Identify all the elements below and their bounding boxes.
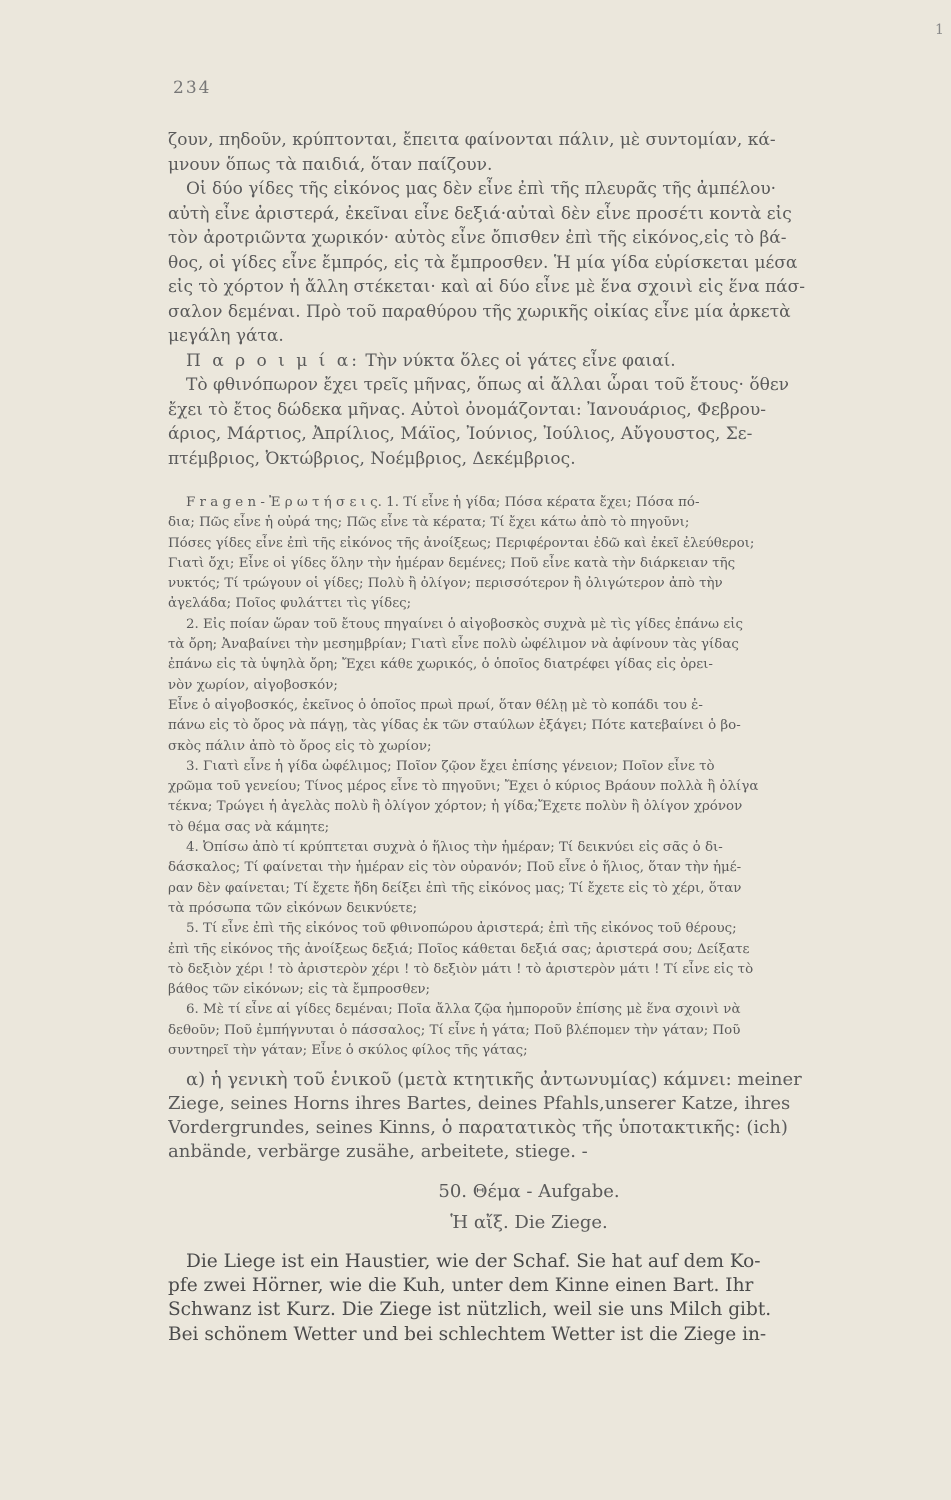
proverb-text: Τὴν νύκτα ὅλες οἱ γάτες εἶνε φαιαί. (365, 350, 676, 371)
text-line: βάθος τῶν εἰκόνων; εἰς τὰ ἔμπροσθεν; (168, 982, 431, 998)
text-line: σκὸς πάλιν ἀπὸ τὸ ὄρος εἰς τὸ χωρίον; (168, 738, 432, 754)
german-paragraph (168, 1250, 890, 1347)
text-line: χρῶμα τοῦ γενείου; Τίνος μέρος εἶνε τὸ πηγοῦνι; Ἔχει ὁ κύριος Βράουν πολλὰ ἢ ὀλίγα (168, 779, 759, 795)
text-line: νυκτός; Τί τρώγουν οἱ γίδες; Πολὺ ἢ ὀλίγον; περισσότερον ἢ ὀλιγώτερον ἀπὸ τὴν (168, 576, 723, 592)
text-line: θος, οἱ γίδες εἶνε ἔμπρός, εἰς τὰ ἔμπροσθεν. Ἡ μία γίδα εὑρίσκεται μέσα (168, 252, 798, 273)
text-line: δεθοῦν; Ποῦ ἐμπήγνυται ὁ πάσσαλος; Τί εἶνε ἡ γάτα; Ποῦ βλέπομεν τὴν γάταν; Ποῦ (168, 1022, 741, 1038)
text-line: δια; Πῶς εἶνε ἡ οὐρά της; Πῶς εἶνε τὰ κέρατα; Τί ἔχει κάτω ἀπὸ τὸ πηγοῦνι; (168, 515, 690, 531)
text-line: συντηρεῖ τὴν γάταν; Εἶνε ὁ σκύλος φίλος τῆς γάτας; (168, 1043, 528, 1059)
text-line: ἀγελάδα; Ποῖος φυλάττει τὶς γίδες; (168, 596, 412, 612)
text-line: ἐπὶ τῆς εἰκόνος τῆς ἀνοίξεως δεξιά; Ποῖος κάθεται δεξιά σας; ἀριστερά σου; Δείξατε (168, 941, 750, 957)
text-line: 3. Γιατὶ εἶνε ἡ γίδα ὠφέλιμος; Ποῖον ζῷον ἔχει ἐπίσης γένειον; Ποῖον εἶνε τὸ (186, 758, 715, 774)
text-line: πτέμβριος, Ὀκτώβριος, Νοέμβριος, Δεκέμβριος. (168, 448, 576, 469)
text-line: μνουν ὅπως τὰ παιδιά, ὅταν παίζουν. (168, 154, 493, 175)
text-line: τὸν ἀροτριῶντα χωρικόν· αὐτὸς εἶνε ὄπισθεν ἐπὶ τῆς εἰκόνος,εἰς τὸ βά- (168, 228, 787, 248)
text-line: Οἱ δύο γίδες τῆς εἰκόνος μας δὲν εἶνε ἐπὶ τῆς πλευρᾶς τῆς ἀμπέλου· (186, 179, 777, 199)
text-line: Ziege, seines Horns ihres Bartes, deines Pfahls,unserer Katze, ihres (168, 1093, 791, 1114)
questions-paragraph (168, 493, 890, 1061)
text-line: Εἶνε ὁ αἰγοβοσκός, ἐκεῖνος ὁ ὁποῖος πρωὶ πρωί, ὅταν θέλῃ μὲ τὸ κοπάδι του ἐ- (168, 697, 703, 713)
text-line: άριος, Μάρτιος, Ἀπρίλιος, Μάϊος, Ἰούνιος, Ἰούλιος, Αὔγουστος, Σε- (168, 424, 753, 444)
text-line: ἐπάνω εἰς τὰ ὑψηλὰ ὄρη; Ἔχει κάθε χωρικός, ὁ ὁποῖος διατρέφει γίδας εἰς ὀρει- (168, 657, 713, 673)
text-line: δάσκαλος; Τί φαίνεται τὴν ἡμέραν εἰς τὸν οὐρανόν; Ποῦ εἶνε ὁ ἥλιος, ὅταν τὴν ἡμέ- (168, 860, 742, 876)
text-line: αὐτὴ εἶνε ἀριστερά, ἐκεῖναι εἶνε δεξιά·αὐταὶ δὲν εἶνε προσέτι κοντὰ εἰς (168, 203, 792, 224)
text-line: Vordergrundes, seines Kinns, ὁ παρατατικὸς τῆς ὑποτακτικῆς: (ich) (168, 1117, 788, 1138)
text-line: 6. Μὲ τί εἶνε αἱ γίδες δεμέναι; Ποῖα ἄλλα ζῷα ἠμποροῦν ἐπίσης μὲ ἕνα σχοινὶ νὰ (186, 1002, 741, 1018)
page-number: 234 (173, 78, 212, 98)
text-line: τέκνα; Τρώγει ἡ ἀγελὰς πολὺ ἢ ὀλίγον χόρτον; ἡ γίδα;Ἔχετε πολὺν ἢ ὀλίγον χρόνον (168, 799, 743, 815)
text-line: τὸ θέμα σας νὰ κάμητε; (168, 819, 330, 835)
questions-label: F r a g e n - Ἐ ρ ω τ ή σ ε ι ς. (186, 495, 382, 510)
text-line: ἔχει τὸ ἔτος δώδεκα μῆνας. Αὐτοὶ ὀνομάζονται: Ἰανουάριος, Φεβρου- (168, 399, 766, 420)
text-line: τὰ ὄρη; Ἀναβαίνει τὴν μεσημβρίαν; Γιατὶ εἶνε πολὺ ὠφέλιμον νὰ ἀφίνουν τὰς γίδας (168, 637, 739, 653)
text-line: Schwanz ist Kurz. Die Ziege ist nützlich, weil sie uns Milch gibt. (168, 1299, 772, 1321)
corner-mark: 1 (935, 22, 944, 38)
text-line: τὸ δεξιὸν χέρι ! τὸ ἀριστερὸν χέρι ! τὸ δεξιὸν μάτι ! τὸ ἀριστερὸν μάτι ! Τί εἶνε εἰς τὸ (168, 961, 754, 977)
text-line: νὸν χωρίον, αἰγοβοσκόν; (168, 677, 338, 693)
text-line: Die Liege ist ein Haustier, wie der Schaf. Sie hat auf dem Ko- (186, 1251, 761, 1272)
text-line: σαλον δεμέναι. Πρὸ τοῦ παραθύρου τῆς χωρικῆς οἰκίας εἶνε μία ἀρκετὰ (168, 301, 791, 322)
text-line: εἰς τὸ χόρτον ἡ ἄλλη στέκεται· καὶ αἱ δύο εἶνε μὲ ἕνα σχοινὶ εἰς ἕνα πάσ- (168, 277, 805, 297)
text-line: ραν δὲν φαίνεται; Τί ἔχετε ἤδη δείξει ἐπὶ τῆς εἰκόνος μας; Τί ἔχετε εἰς τὸ χέρι, ὅταν (168, 880, 742, 896)
text-line: 2. Εἰς ποίαν ὥραν τοῦ ἔτους πηγαίνει ὁ αἰγοβοσκὸς συχνὰ μὲ τὶς γίδες ἐπάνω εἰς (186, 616, 743, 632)
text-line: pfe zwei Hörner, wie die Kuh, unter dem Kinne einen Bart. Ihr (168, 1275, 754, 1297)
text-line: α) ἡ γενικὴ τοῦ ἑνικοῦ (μετὰ κτητικῆς ἀντωνυμίας) κάμνει: meiner (186, 1069, 802, 1090)
text-line: 4. Ὀπίσω ἀπὸ τί κρύπτεται συχνὰ ὁ ἥλιος τὴν ἡμέραν; Τί δεικνύει εἰς σᾶς ὁ δι- (186, 840, 723, 856)
text-line: πάνω εἰς τὸ ὄρος νὰ πάγῃ, τὰς γίδας ἐκ τῶν σταύλων ἐξάγει; Πότε κατεβαίνει ὁ βο- (168, 718, 741, 734)
intro-paragraph (168, 128, 890, 471)
exercise-heading: 50. Θέμα - Aufgabe. (438, 1181, 620, 1202)
text-line: τὰ πρόσωπα τῶν εἰκόνων δεικνύετε; (168, 900, 418, 916)
proverb-label: Π α ρ ο ι μ ί α: (186, 350, 360, 371)
text-line: anbände, verbärge zusähe, arbeitete, stiege. - (168, 1141, 588, 1162)
grammar-note (168, 1068, 890, 1164)
text-line: ζουν, πηδοῦν, κρύπτονται, ἔπειτα φαίνονται πάλιν, μὲ συντομίαν, κά- (168, 130, 776, 150)
exercise-title: Ἡ αἴξ. Die Ziege. (450, 1212, 608, 1233)
proverb-line (168, 349, 890, 374)
text-line: Bei schönem Wetter und bei schlechtem Wetter ist die Ziege in- (168, 1323, 767, 1345)
questions-line (168, 493, 890, 513)
text-line: Πόσες γίδες εἶνε ἐπὶ τῆς εἰκόνος τῆς ἀνοίξεως; Περιφέρονται ἐδῶ καὶ ἐκεῖ ἐλεύθεροι; (168, 535, 755, 551)
question-text: 1. Τί εἶνε ἡ γίδα; Πόσα κέρατα ἔχει; Πόσα πό- (386, 495, 700, 510)
text-line: Τὸ φθινόπωρον ἔχει τρεῖς μῆνας, ὅπως αἱ ἄλλαι ὧραι τοῦ ἔτους· ὅθεν (186, 375, 789, 395)
text-line: 5. Τί εἶνε ἐπὶ τῆς εἰκόνος τοῦ φθινοπώρου ἀριστερά; ἐπὶ τῆς εἰκόνος τοῦ θέρους; (186, 921, 737, 937)
text-line: μεγάλη γάτα. (168, 326, 284, 346)
text-line: Γιατὶ ὄχι; Εἶνε οἱ γίδες ὅλην τὴν ἡμέραν δεμένες; Ποῦ εἶνε κατὰ τὴν διάρκειαν τῆς (168, 555, 736, 571)
